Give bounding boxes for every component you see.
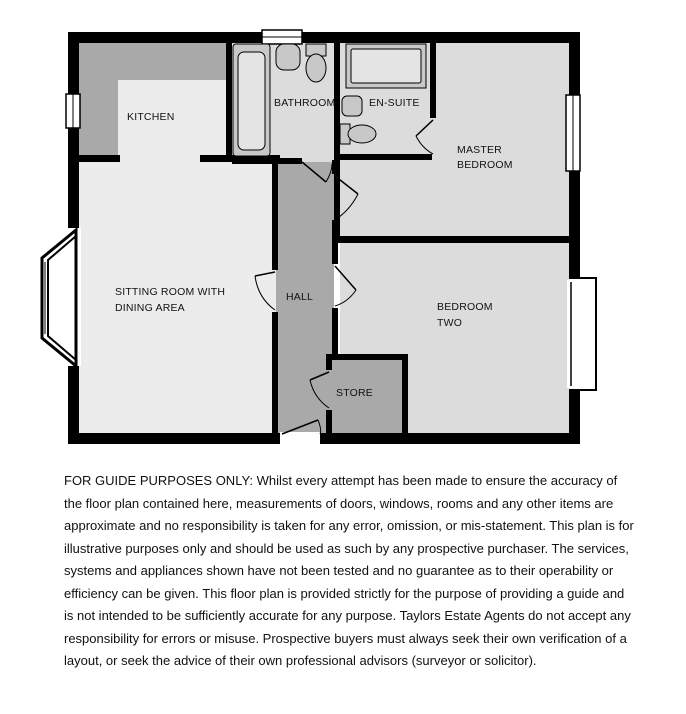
- sitting-room-label-line2: DINING AREA: [115, 302, 185, 314]
- toilet-icon: [306, 54, 326, 82]
- front-door-gap: [280, 432, 320, 445]
- shower-inner: [351, 49, 421, 83]
- bathroom-ensuite-wall: [334, 40, 340, 240]
- store-wall-left: [326, 354, 332, 370]
- ensuite-toilet-icon: [348, 125, 376, 143]
- bath-tub-inner: [238, 52, 265, 150]
- bathroom-label: BATHROOM: [274, 97, 336, 109]
- kitchen-wall-right: [226, 40, 232, 160]
- bathroom-wall-bottom: [232, 158, 302, 164]
- store-wall-top: [326, 354, 408, 360]
- hall-label: HALL: [286, 291, 314, 303]
- bedroom-two-label-line2: TWO: [437, 317, 463, 329]
- disclaimer-text: FOR GUIDE PURPOSES ONLY: Whilst every attempt has been made to ensure the accuracy of the floor plan contained here, measurements of doors, windows, rooms and any other items are approximate and no responsibility is taken for any error, omission, or mis-statement. This plan is for illustrative purposes only and should be used as such by any prospective purchaser. The services, systems and appliances shown have not been tested and no guarantee as to their operability or efficiency can be given. This floor plan is provided strictly for the purpose of providing a guide and is not intended to be sufficiently accurate for any purpose. Taylors Estate Agents do not accept any responsibility for errors or misuse. Prospective buyers must always seek their own verification of a layout, or seek the advice of their own professional advisors (surveyor or solicitor).: [64, 473, 634, 668]
- master-bedroom-label-line2: BEDROOM: [457, 159, 513, 171]
- bedroom-two-window: [569, 278, 596, 390]
- store-wall-right: [402, 354, 408, 436]
- hall-wall-left-lower: [272, 312, 278, 436]
- bedroom-two-label-line1: BEDROOM: [437, 301, 493, 313]
- master-bedroom-label-line1: MASTER: [457, 144, 502, 156]
- basin-icon: [276, 44, 300, 70]
- sitting-room-label-line1: SITTING ROOM WITH: [115, 286, 226, 298]
- outer-wall-bottom: [68, 433, 580, 444]
- hall-wall-left-upper: [272, 160, 278, 270]
- ensuite-wall-right: [430, 40, 436, 118]
- store-wall-left-lower: [326, 410, 332, 436]
- hall-wall-right-a: [332, 160, 338, 174]
- kitchen-label: KITCHEN: [127, 111, 175, 123]
- ensuite-wall-bottom: [336, 154, 432, 160]
- ensuite-label: EN-SUITE: [369, 97, 420, 109]
- kitchen-wall-bottom: [76, 155, 120, 162]
- hall-wall-right-c: [332, 308, 338, 360]
- outer-wall-top: [68, 32, 580, 43]
- bedroom-divider-wall: [336, 236, 574, 243]
- store-label: STORE: [336, 387, 373, 399]
- ensuite-basin-icon: [342, 96, 362, 116]
